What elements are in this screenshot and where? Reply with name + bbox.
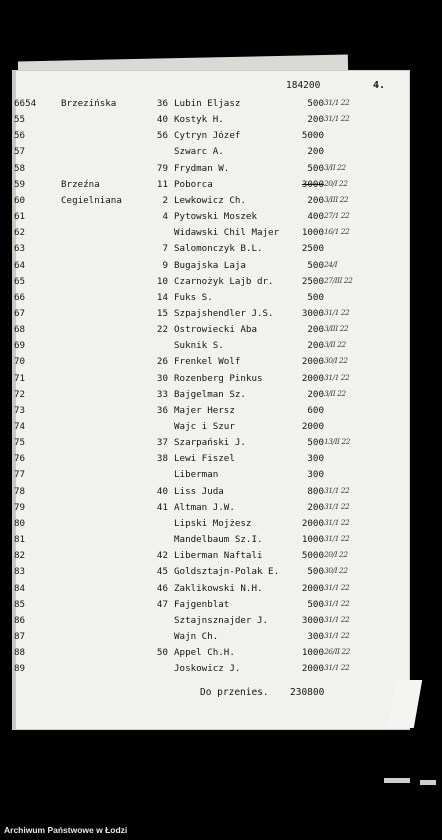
entry-number: 75 [14, 437, 26, 449]
amount: 2000 [301, 582, 324, 594]
entry-number: 60 [14, 194, 26, 206]
carry-forward-total: 230800 [290, 687, 325, 698]
payer-name: Suknik S. [174, 340, 224, 352]
amount: 2000 [301, 372, 324, 384]
amount: 400 [307, 211, 324, 223]
amount: 3000 [301, 178, 324, 190]
house-number: 36 [156, 404, 168, 416]
ledger-row [0, 130, 442, 146]
house-number: 41 [156, 501, 168, 513]
amount: 200 [307, 340, 324, 352]
payer-name: Majer Hersz [174, 404, 235, 416]
house-number: 10 [156, 275, 168, 287]
ledger-row [0, 163, 442, 179]
handwritten-note: 31/1 22 [324, 517, 350, 527]
handwritten-note: 3/II 22 [324, 162, 346, 172]
amount: 600 [307, 404, 324, 416]
handwritten-note: 31/1 22 [324, 114, 350, 124]
entry-number: 59 [14, 178, 26, 190]
handwritten-note: 31/1 22 [324, 372, 350, 382]
house-number: 26 [156, 356, 168, 368]
payer-name: Goldsztajn-Polak E. [174, 566, 280, 578]
amount: 500 [307, 437, 324, 449]
amount: 5000 [301, 550, 324, 562]
ledger-row [0, 599, 442, 615]
handwritten-note: 3/III 22 [324, 324, 349, 334]
house-number: 46 [156, 582, 168, 594]
amount: 2500 [301, 243, 324, 255]
ledger-row [0, 421, 442, 437]
amount: 200 [307, 501, 324, 513]
payer-name: Ostrowiecki Aba [174, 324, 257, 336]
payer-name: Cytryn Józef [174, 130, 241, 142]
house-number: 2 [162, 194, 168, 206]
house-number: 7 [162, 243, 168, 255]
ledger-row [0, 389, 442, 405]
payer-name: Salomonczyk B.L. [174, 243, 263, 255]
house-number: 11 [156, 178, 168, 190]
entry-number: 6654 [14, 98, 37, 109]
house-number: 36 [156, 98, 168, 109]
payer-name: Rozenberg Pinkus [174, 372, 263, 384]
house-number: 14 [156, 291, 168, 303]
amount: 2000 [301, 421, 324, 432]
handwritten-note: 31/1 22 [324, 663, 350, 673]
house-number: 50 [156, 647, 168, 659]
street-name: Brzezińska [61, 98, 117, 109]
payer-name: Fuks S. [174, 291, 213, 303]
amount: 200 [307, 146, 324, 158]
payer-name: Kostyk H. [174, 114, 224, 126]
entry-number: 73 [14, 404, 26, 416]
payer-name: Lewkowicz Ch. [174, 194, 246, 206]
payer-name: Widawski Chil Majer [174, 227, 280, 239]
handwritten-note: 31/1 22 [324, 630, 350, 640]
ledger-row [0, 260, 442, 276]
payer-name: Lewi Fiszel [174, 453, 235, 465]
ledger-row [0, 615, 442, 631]
handwritten-note: 31/1 22 [324, 307, 350, 317]
entry-number: 74 [14, 421, 26, 432]
entry-number: 58 [14, 162, 26, 174]
handwritten-note: 27/III 22 [324, 275, 353, 285]
entry-number: 62 [14, 227, 26, 239]
ledger-row [0, 405, 442, 421]
house-number: 45 [156, 566, 168, 578]
ledger-row [0, 518, 442, 534]
house-number: 79 [156, 162, 168, 174]
amount: 1000 [301, 534, 324, 546]
entry-number: 89 [14, 663, 26, 675]
entry-number: 77 [14, 469, 26, 481]
ledger-row [0, 292, 442, 308]
ledger-row [0, 583, 442, 599]
handwritten-note: 20/I 22 [324, 178, 348, 188]
amount: 2500 [301, 275, 324, 287]
payer-name: Szwarc A. [174, 146, 224, 158]
ledger-row [0, 550, 442, 566]
house-number: 56 [156, 130, 168, 142]
street-name: Brzeźna [61, 178, 100, 190]
entry-number: 55 [14, 114, 26, 126]
entry-number: 68 [14, 324, 26, 336]
handwritten-note: 3/II 22 [324, 340, 346, 350]
house-number: 22 [156, 324, 168, 336]
handwritten-note: 31/1 22 [324, 614, 350, 624]
payer-name: Sztajnsznajder J. [174, 614, 269, 626]
house-number: 4 [162, 211, 168, 223]
ledger-row [0, 276, 442, 292]
entry-number: 88 [14, 647, 26, 659]
scrap-mark [384, 778, 410, 783]
payer-name: Pytowski Moszek [174, 211, 257, 223]
amount: 500 [307, 98, 324, 109]
amount: 3000 [301, 307, 324, 319]
amount: 500 [307, 291, 324, 303]
handwritten-note: 16/1 22 [324, 227, 350, 237]
amount: 300 [307, 469, 324, 481]
entry-number: 76 [14, 453, 26, 465]
payer-name: Frydman W. [174, 162, 230, 174]
amount: 500 [307, 598, 324, 610]
ledger-row [0, 486, 442, 502]
street-name: Cegielniana [61, 194, 122, 206]
handwritten-note: 31/1 22 [324, 501, 350, 511]
payer-name: Bugajska Laja [174, 259, 246, 271]
handwritten-note: 3/III 22 [324, 194, 349, 204]
ledger-row [0, 631, 442, 647]
amount: 800 [307, 485, 324, 497]
payer-name: Liberman Naftali [174, 550, 263, 562]
amount: 300 [307, 453, 324, 465]
handwritten-note: 27/1 22 [324, 211, 350, 221]
payer-name: Liss Juda [174, 485, 224, 497]
ledger-row [0, 195, 442, 211]
payer-name: Frenkel Wolf [174, 356, 241, 368]
payer-name: Zaklikowski N.H. [174, 582, 263, 594]
handwritten-note: 31/1 22 [324, 582, 350, 592]
handwritten-note: 30/I 22 [324, 566, 348, 576]
payer-name: Mandelbaum Sz.I. [174, 534, 263, 546]
amount: 500 [307, 566, 324, 578]
amount: 200 [307, 194, 324, 206]
handwritten-note: 31/1 22 [324, 98, 350, 107]
entry-number: 83 [14, 566, 26, 578]
ledger-row [0, 98, 442, 114]
amount: 5000 [301, 130, 324, 142]
entry-number: 56 [14, 130, 26, 142]
scrap-mark [420, 780, 436, 785]
payer-name: Appel Ch.H. [174, 647, 235, 659]
ledger-row [0, 373, 442, 389]
ledger-row [0, 647, 442, 663]
amount: 1000 [301, 647, 324, 659]
payer-name: Szpajshendler J.S. [174, 307, 274, 319]
header-total: 184200 [286, 80, 321, 91]
payer-name: Liberman [174, 469, 219, 481]
amount: 300 [307, 630, 324, 642]
ledger-row [0, 243, 442, 259]
house-number: 15 [156, 307, 168, 319]
entry-number: 61 [14, 211, 26, 223]
house-number: 30 [156, 372, 168, 384]
payer-name: Poborca [174, 178, 213, 190]
entry-number: 80 [14, 517, 26, 529]
payer-name: Bajgelman Sz. [174, 388, 246, 400]
amount: 1000 [301, 227, 324, 239]
ledger-row [0, 227, 442, 243]
entry-number: 57 [14, 146, 26, 158]
ledger-row [0, 502, 442, 518]
ledger-row [0, 340, 442, 356]
ledger-row [0, 146, 442, 162]
entry-number: 78 [14, 485, 26, 497]
house-number: 40 [156, 114, 168, 126]
amount: 2000 [301, 356, 324, 368]
entry-number: 67 [14, 307, 26, 319]
house-number: 33 [156, 388, 168, 400]
house-number: 38 [156, 453, 168, 465]
handwritten-note: 31/1 22 [324, 598, 350, 608]
entry-number: 81 [14, 534, 26, 546]
amount: 500 [307, 259, 324, 271]
handwritten-note: 13/II 22 [324, 437, 350, 447]
house-number: 9 [162, 259, 168, 271]
handwritten-note: 31/1 22 [324, 485, 350, 495]
entry-number: 79 [14, 501, 26, 513]
entry-number: 64 [14, 259, 26, 271]
amount: 200 [307, 388, 324, 400]
ledger-row [0, 308, 442, 324]
handwritten-note: 31/1 22 [324, 534, 350, 544]
house-number: 47 [156, 598, 168, 610]
ledger-row [0, 437, 442, 453]
payer-name: Lipski Mojżesz [174, 517, 252, 529]
ledger-row [0, 534, 442, 550]
payer-name: Joskowicz J. [174, 663, 241, 675]
ledger-row [0, 469, 442, 485]
amount: 200 [307, 114, 324, 126]
ledger-row [0, 324, 442, 340]
payer-name: Wajn Ch. [174, 630, 219, 642]
payer-name: Altman J.W. [174, 501, 235, 513]
entry-number: 85 [14, 598, 26, 610]
entry-number: 86 [14, 614, 26, 626]
amount: 500 [307, 162, 324, 174]
entry-number: 72 [14, 388, 26, 400]
handwritten-note: 3/II 22 [324, 388, 346, 398]
payer-name: Czarnożyk Lajb dr. [174, 275, 274, 287]
amount: 3000 [301, 614, 324, 626]
entry-number: 66 [14, 291, 26, 303]
entry-number: 71 [14, 372, 26, 384]
house-number: 37 [156, 437, 168, 449]
house-number: 40 [156, 485, 168, 497]
handwritten-note: 26/II 22 [324, 647, 350, 657]
amount: 200 [307, 324, 324, 336]
page-number: 4. [373, 80, 386, 91]
handwritten-note: 30/I 22 [324, 356, 348, 366]
ledger-row [0, 663, 442, 679]
ledger-row [0, 453, 442, 469]
entry-number: 87 [14, 630, 26, 642]
handwritten-note: 24/I [324, 259, 338, 269]
payer-name: Szarpański J. [174, 437, 246, 449]
ledger-row [0, 211, 442, 227]
ledger-row [0, 566, 442, 582]
amount: 2000 [301, 663, 324, 675]
ledger-row [0, 179, 442, 195]
entry-number: 63 [14, 243, 26, 255]
payer-name: Wajc i Szur [174, 421, 235, 432]
entry-number: 65 [14, 275, 26, 287]
ledger-row [0, 356, 442, 372]
payer-name: Fajgenblat [174, 598, 230, 610]
carry-forward-label: Do przenies. [200, 687, 269, 698]
handwritten-note: 20/I 22 [324, 550, 348, 560]
house-number: 42 [156, 550, 168, 562]
amount: 2000 [301, 517, 324, 529]
payer-name: Lubin Eljasz [174, 98, 241, 109]
archive-label: Archiwum Państwowe w Łodzi [4, 825, 128, 835]
entry-number: 82 [14, 550, 26, 562]
ledger-row [0, 114, 442, 130]
entry-number: 69 [14, 340, 26, 352]
entry-number: 70 [14, 356, 26, 368]
entry-number: 84 [14, 582, 26, 594]
